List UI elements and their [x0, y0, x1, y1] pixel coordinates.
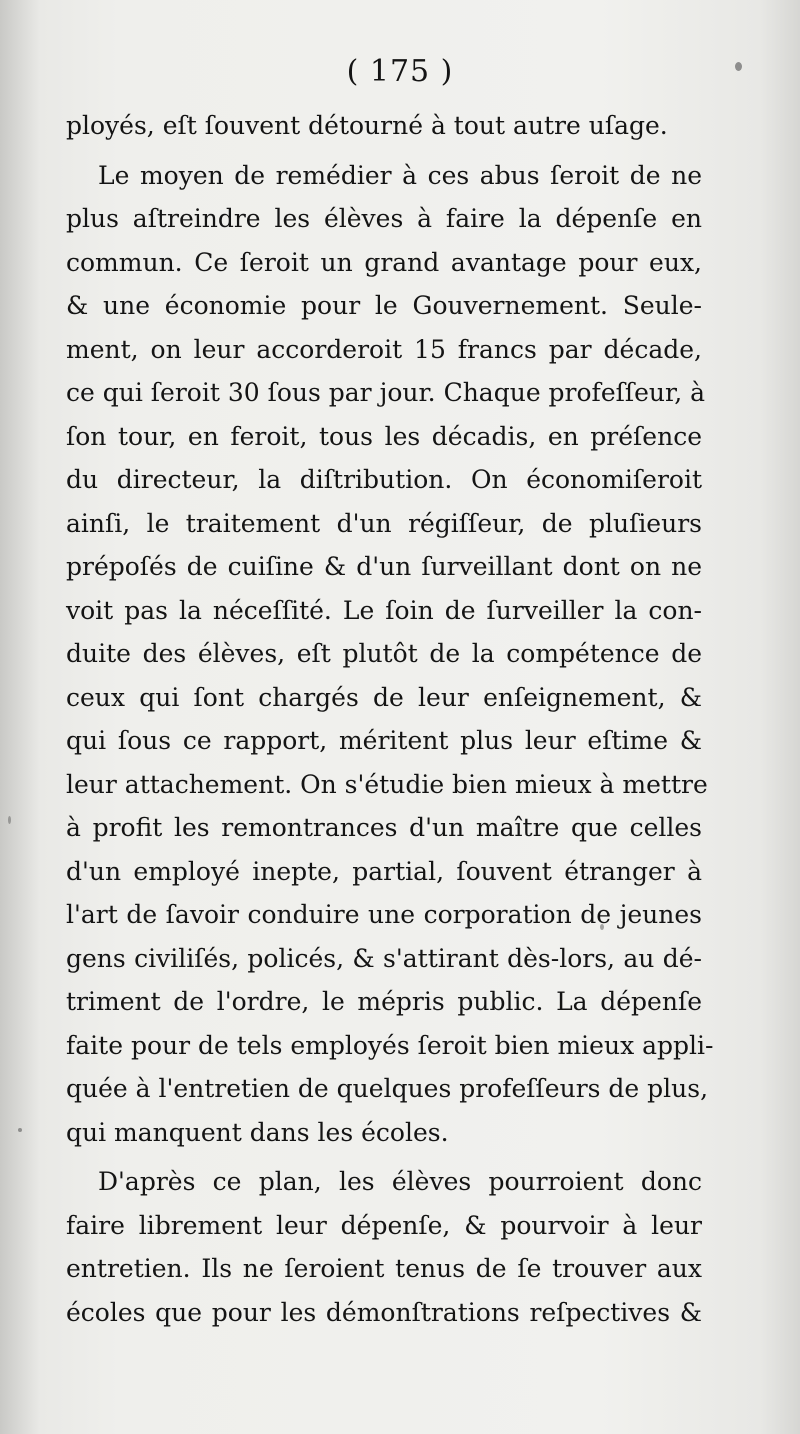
- ink-speck: [8, 816, 11, 824]
- text-line: Le moyen de remédier à ces abus ſeroit de ne: [98, 160, 702, 190]
- text-line: prépoſés de cuiſine & d'un ſurveillant dont on ne: [66, 552, 702, 581]
- text-line: triment de l'ordre, le mépris public. La dépenſe: [66, 987, 702, 1016]
- ink-speck: [735, 62, 742, 71]
- text-line: entretien. Ils ne ſeroient tenus de ſe trouver aux: [66, 1254, 702, 1283]
- text-line: ment, on leur accorderoit 15 francs par décade,: [66, 334, 702, 364]
- paragraph-1: [66, 104, 702, 148]
- text-line: ſon tour, en feroit, tous les décadis, en préſence: [66, 421, 702, 451]
- text-line: l'art de ſavoir conduire une corporation de jeunes: [66, 900, 702, 929]
- text-line: & une économie pour le Gouvernement. Seule-: [66, 291, 702, 320]
- text-line: du directeur, la diſtribution. On économiſeroit: [66, 465, 702, 494]
- text-line: ployés, eſt ſouvent détourné à tout autre uſage.: [66, 111, 668, 140]
- text-line: duite des élèves, eſt plutôt de la compétence de: [66, 639, 702, 668]
- text-line: leur attachement. On s'étudie bien mieux à mettre: [66, 769, 708, 799]
- text-line: ainſi, le traitement d'un régiſſeur, de pluſieurs: [66, 508, 702, 538]
- paragraph-3: [66, 1160, 702, 1334]
- text-line: voit pas la néceſſité. Le ſoin de ſurveiller la con-: [66, 595, 702, 625]
- text-line: écoles que pour les démonſtrations reſpectives &: [66, 1297, 702, 1327]
- text-line: à profit les remontrances d'un maître que celles: [66, 813, 702, 842]
- body-text: [66, 104, 714, 1334]
- text-line: ceux qui ſont chargés de leur enſeignement, &: [66, 682, 702, 712]
- text-line: quée à l'entretien de quelques profeſſeurs de plus,: [66, 1074, 709, 1103]
- text-line: faire librement leur dépenſe, & pourvoir à leur: [66, 1210, 702, 1240]
- text-line: faite pour de tels employés ſeroit bien mieux appli-: [66, 1030, 714, 1060]
- text-line: qui ſous ce rapport, méritent plus leur eſtime &: [66, 726, 702, 755]
- text-line: qui manquent dans les écoles.: [66, 1117, 449, 1147]
- text-line: ce qui ſeroit 30 ſous par jour. Chaque profeſſeur, à: [66, 378, 706, 407]
- ink-speck: [600, 924, 604, 930]
- text-line: plus aſtreindre les élèves à faire la dépenſe en: [66, 204, 702, 233]
- ink-speck: [18, 1128, 22, 1132]
- text-line: d'un employé inepte, partial, ſouvent étranger à: [66, 856, 702, 886]
- paragraph-2: [66, 154, 714, 1155]
- text-line: commun. Ce ſeroit un grand avantage pour eux,: [66, 247, 702, 277]
- page-number: ( 175 ): [346, 54, 454, 89]
- text-line: D'après ce plan, les élèves pourroient donc: [98, 1167, 702, 1196]
- text-line: gens civiliſés, policés, & s'attirant dès-lors, au dé-: [66, 943, 702, 973]
